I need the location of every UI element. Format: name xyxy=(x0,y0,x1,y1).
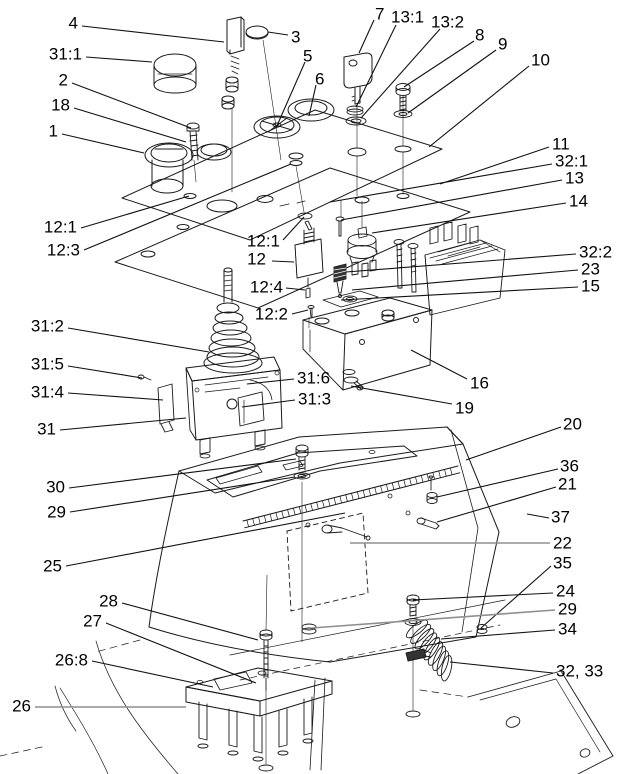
leader-line-23 xyxy=(352,270,578,290)
leader-line-29 xyxy=(312,610,555,628)
leader-line-12-2 xyxy=(292,310,308,314)
leader-line-10 xyxy=(429,66,529,147)
callout-5: 5 xyxy=(303,46,313,66)
callout-8: 8 xyxy=(475,25,485,45)
callout-23: 23 xyxy=(581,259,600,279)
ecu-module xyxy=(186,668,332,761)
frame-bolt xyxy=(302,595,421,717)
leader-line-37 xyxy=(527,514,549,518)
relay-block xyxy=(394,222,505,315)
leader-line-15 xyxy=(341,287,578,300)
gauge-bezel-left xyxy=(145,143,193,193)
callout-32-1: 32:1 xyxy=(555,151,589,171)
callout-29: 29 xyxy=(558,599,577,619)
callout-19: 19 xyxy=(455,398,474,418)
leader-line-34 xyxy=(441,630,555,639)
leader-line-19 xyxy=(351,386,452,404)
leader-line-32-33 xyxy=(450,662,553,673)
callout-9: 9 xyxy=(498,34,508,54)
leader-line-2 xyxy=(72,83,191,128)
callout-12-3: 12:3 xyxy=(46,240,80,260)
callout-29: 29 xyxy=(47,502,66,522)
callout-4: 4 xyxy=(68,13,78,33)
callout-12-2: 12:2 xyxy=(254,304,288,324)
callout-14: 14 xyxy=(569,191,588,211)
leader-line-24 xyxy=(413,593,553,600)
callout-13-1: 13:1 xyxy=(391,7,425,27)
ecu-legs xyxy=(198,697,313,761)
callout-35: 35 xyxy=(553,553,572,573)
callout-25: 25 xyxy=(43,556,62,576)
leader-line-31-4 xyxy=(68,393,163,400)
ignition-key xyxy=(344,53,372,104)
leader-line-20 xyxy=(466,427,561,460)
callout-32-33: 32, 33 xyxy=(556,661,604,681)
callout-3: 3 xyxy=(291,27,301,47)
callout-16: 16 xyxy=(470,373,489,393)
callout-32-2: 32:2 xyxy=(579,242,613,262)
callout-18: 18 xyxy=(51,95,70,115)
bezel-ring xyxy=(197,144,231,160)
callout-28: 28 xyxy=(99,591,118,611)
control-panel-plate xyxy=(122,110,442,240)
callout-37: 37 xyxy=(551,507,570,527)
leader-line-25 xyxy=(66,513,345,566)
callout-31: 31 xyxy=(37,419,56,439)
leader-line-31 xyxy=(60,418,186,430)
leader-line-12-1 xyxy=(283,217,304,240)
ribbed-connector xyxy=(334,264,346,298)
leader-lines xyxy=(35,20,578,707)
callout-6: 6 xyxy=(315,69,325,89)
callout-20: 20 xyxy=(563,414,582,434)
callout-31-1: 31:1 xyxy=(48,44,82,64)
lamp-bezel xyxy=(288,99,334,121)
leader-line-35 xyxy=(481,566,551,628)
corrugated-hose xyxy=(404,617,454,682)
callout-31-5: 31:5 xyxy=(30,354,64,374)
leader-line-31-3 xyxy=(242,400,295,407)
leader-line-36 xyxy=(437,469,558,497)
leader-line-8 xyxy=(404,41,474,87)
leader-line-31-6 xyxy=(247,379,294,384)
parts-art xyxy=(0,13,613,774)
leader-line-12 xyxy=(272,261,294,262)
mounting-bracket xyxy=(303,298,432,390)
callout-30: 30 xyxy=(46,477,65,497)
callout-15: 15 xyxy=(581,276,600,296)
callout-13: 13 xyxy=(565,168,584,188)
leader-line-32-1 xyxy=(330,164,552,202)
toggle-switch xyxy=(295,213,323,317)
callout-31-2: 31:2 xyxy=(30,316,64,336)
callout-31-4: 31:4 xyxy=(30,382,64,402)
callout-11: 11 xyxy=(552,134,570,154)
callout-10: 10 xyxy=(531,50,550,70)
joystick-knob xyxy=(154,54,196,93)
callout-12-1: 12:1 xyxy=(43,217,77,237)
callout-34: 34 xyxy=(558,619,577,639)
joystick-side-hardware xyxy=(138,375,264,432)
leader-line-16 xyxy=(411,350,467,379)
leader-line-32-2 xyxy=(346,254,576,272)
leader-line-31-2 xyxy=(68,328,209,352)
leader-line-12-1 xyxy=(81,196,189,228)
callout-27: 27 xyxy=(83,611,102,631)
callout-13-2: 13:2 xyxy=(431,12,465,32)
leader-line-21 xyxy=(437,487,556,522)
leader-line-28 xyxy=(122,603,258,640)
leader-line-29 xyxy=(70,477,295,512)
callout-22: 22 xyxy=(553,533,572,553)
callout-7: 7 xyxy=(375,4,385,24)
callout-36: 36 xyxy=(560,456,579,476)
callout-12-1: 12:1 xyxy=(246,231,280,251)
leader-line-11 xyxy=(440,147,549,184)
leader-line-13-1 xyxy=(356,25,396,107)
lever-switch xyxy=(222,17,244,109)
joystick-assembly xyxy=(186,268,282,458)
callout-21: 21 xyxy=(558,474,577,494)
alignment-axes xyxy=(232,40,413,764)
leader-line-18 xyxy=(74,108,186,142)
callout-1: 1 xyxy=(48,121,58,141)
callout-31-3: 31:3 xyxy=(298,389,332,409)
leader-line-12-3 xyxy=(84,164,291,250)
callout-26-8: 26:8 xyxy=(54,650,88,670)
callout-24: 24 xyxy=(556,581,575,601)
callout-12: 12 xyxy=(247,249,266,269)
leader-line-4 xyxy=(82,26,224,42)
leader-line-27 xyxy=(106,623,256,683)
leader-line-31-1 xyxy=(86,57,152,62)
leader-line-14 xyxy=(372,203,566,233)
callout-26: 26 xyxy=(12,696,31,716)
leader-line-13 xyxy=(341,180,562,220)
callout-31-6: 31:6 xyxy=(297,368,331,388)
push-cap xyxy=(246,26,268,39)
leader-line-3 xyxy=(268,32,288,35)
callout-12-4: 12:4 xyxy=(249,277,283,297)
leader-line-30 xyxy=(69,459,296,488)
leader-line-31-5 xyxy=(68,366,142,378)
leader-line-1 xyxy=(62,134,144,153)
callout-2: 2 xyxy=(58,70,68,90)
leader-line-7 xyxy=(359,20,374,53)
leader-line-26-8 xyxy=(92,661,213,687)
